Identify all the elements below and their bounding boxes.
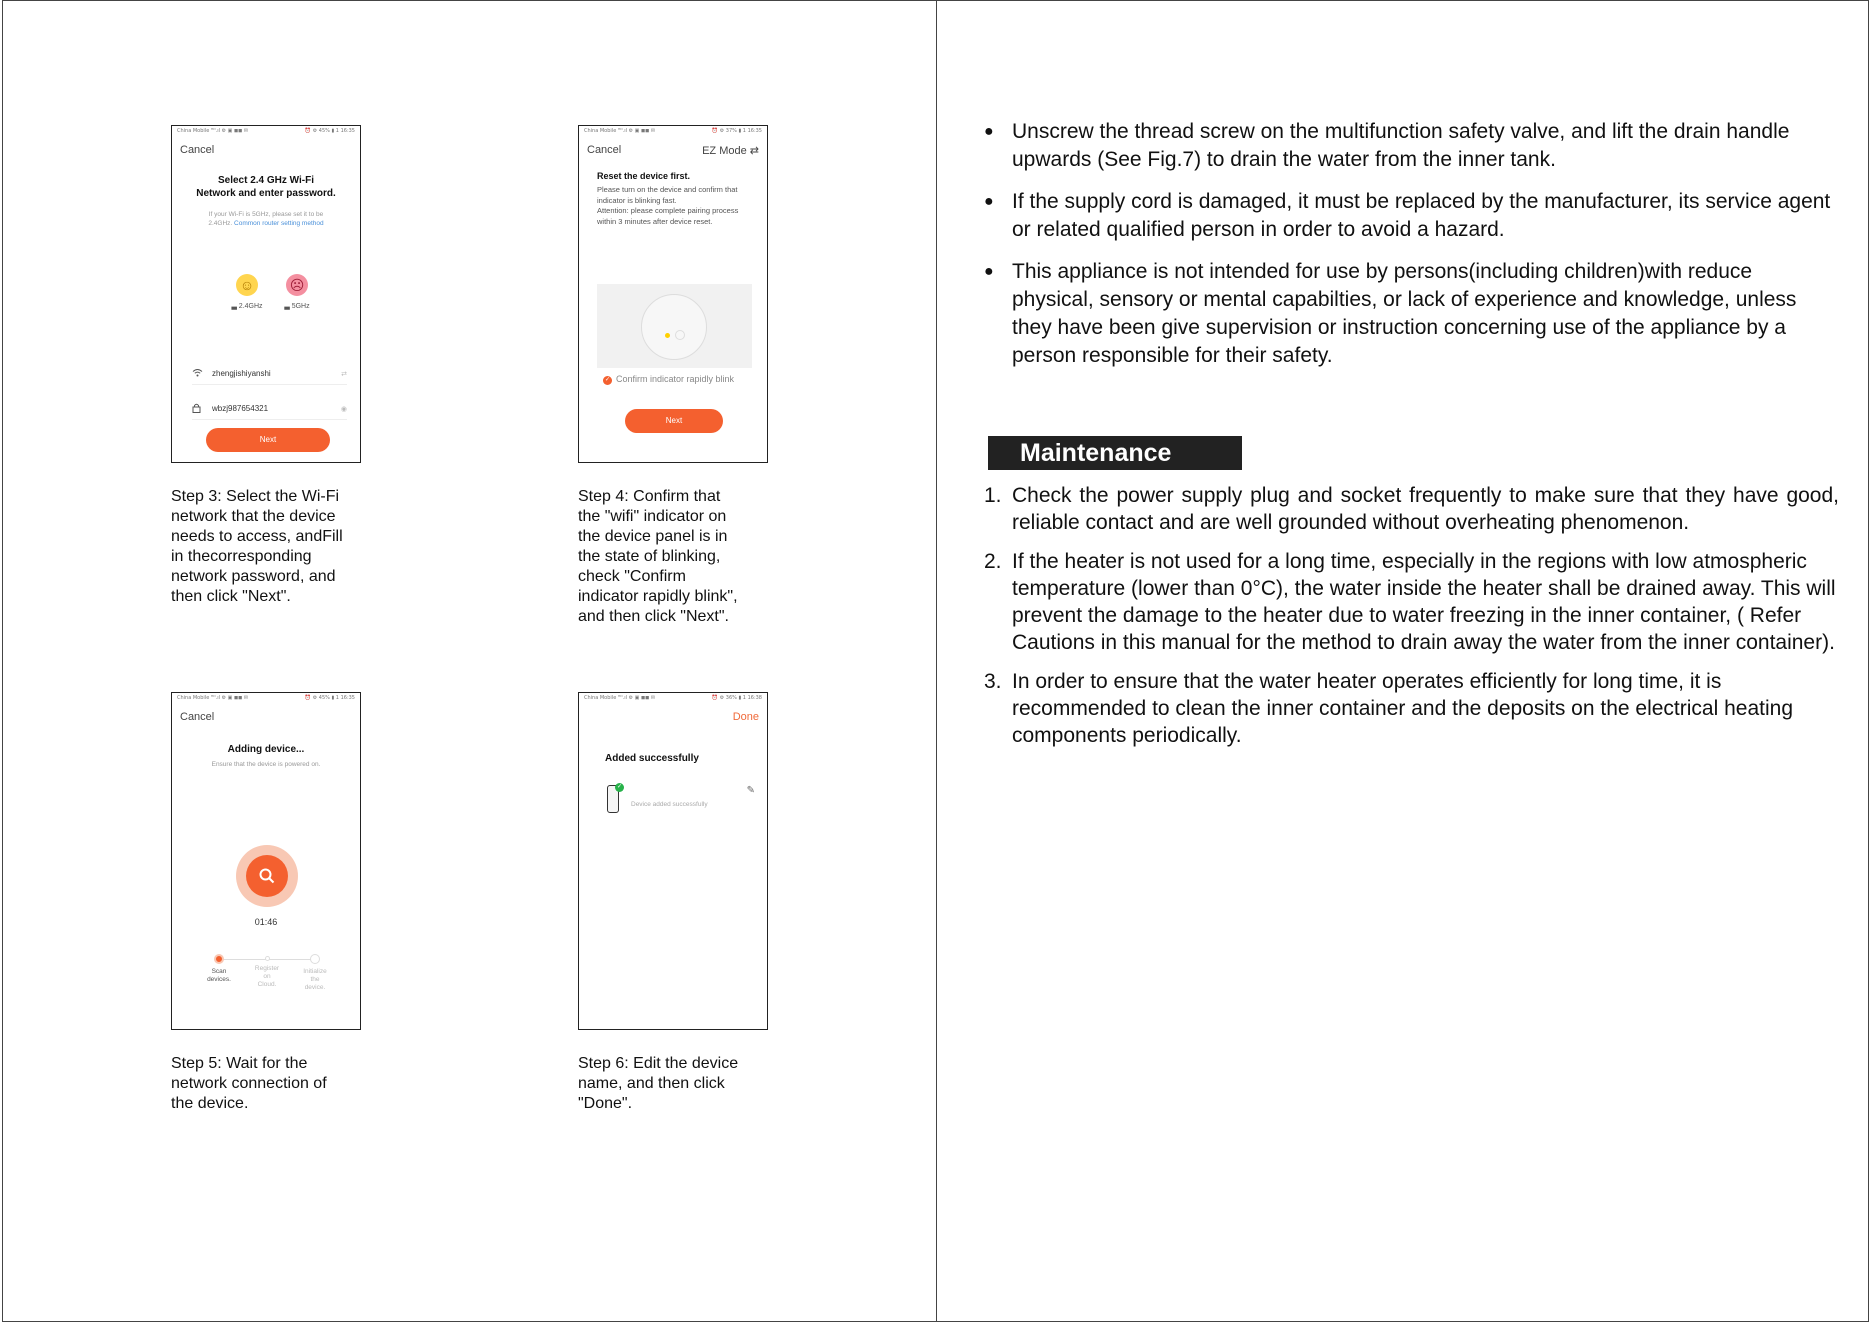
bullet-text: This appliance is not intended for use by persons(including children)with reduce physical, sensory or mental capabilties, or lack of experience and knowledge, unless they have been give supervision or instruction concerning use of the appliance by a person responsible for their safety. xyxy=(1012,260,1797,367)
item-text: In order to ensure that the water heater operates efficiently for long time, it is recommended to clean the inner container and the deposits on the electrical heating components periodically. xyxy=(1012,670,1793,747)
bullet-marker: ● xyxy=(984,193,994,210)
bullet-item xyxy=(984,188,1839,244)
bullet-item xyxy=(984,258,1839,370)
ez-mode-button[interactable]: EZ Mode ⇄ xyxy=(702,145,759,157)
step-label: Register on Cloud. xyxy=(254,965,280,988)
bullet-item xyxy=(984,118,1839,174)
password-value: wbzj987654321 xyxy=(212,404,269,413)
password-field[interactable] xyxy=(192,398,347,420)
done-button[interactable]: Done xyxy=(732,711,759,723)
band-5-label: 5GHz xyxy=(291,303,310,310)
status-bar xyxy=(579,693,767,703)
lock-icon xyxy=(192,403,206,415)
list-item xyxy=(984,482,1839,536)
next-button[interactable]: Next xyxy=(625,409,723,433)
status-left: China Mobile ᴴᴰ.ıl ⚙ ▣ ◼◼ ✉ xyxy=(177,695,249,701)
status-bar xyxy=(172,693,360,703)
caption-step-6: Step 6: Edit the device name, and then click "Done". xyxy=(578,1055,739,1112)
bullet-marker: ● xyxy=(984,263,994,280)
cancel-button[interactable]: Cancel xyxy=(587,144,622,156)
happy-face-icon: ☺ xyxy=(236,274,258,296)
step-dot xyxy=(265,956,270,961)
next-button[interactable]: Next xyxy=(206,428,330,452)
bullet-text: Unscrew the thread screw on the multifunction safety valve, and lift the drain handle upwards (See Fig.7) to drain the water from the inner tank. xyxy=(1012,120,1790,171)
search-icon xyxy=(246,855,288,897)
step-dot xyxy=(214,954,224,964)
device-panel-image xyxy=(641,294,707,360)
item-text: If the heater is not used for a long time, especially in the regions with low atmospheric temperature (lower than 0°C), the water inside the heater shall be drained away. This will prevent the damage to the heater due to water freezing in the inner container, ( Refer Cautions in this manual for the method to drain away the water from the inner container). xyxy=(1012,550,1836,654)
band-label xyxy=(284,302,309,310)
screen-subtitle: Ensure that the device is powered on. xyxy=(211,761,321,768)
page-divider xyxy=(936,0,937,1322)
confirm-label: Confirm indicator rapidly blink xyxy=(616,374,735,384)
maintenance-list xyxy=(984,482,1839,761)
screenshot-adding-device xyxy=(171,692,361,1030)
bullet-marker: ● xyxy=(984,123,994,140)
switch-network-icon[interactable]: ⇄ xyxy=(341,370,347,378)
step-label: Initialize the device. xyxy=(303,968,327,991)
status-bar xyxy=(579,126,767,136)
progress-step-initialize xyxy=(295,954,335,992)
caption-step-4: Step 4: Confirm that the "wifi" indicator on the device panel is in the state of blinking, check "Confirm indicator rapidly blink", and then click "Next". xyxy=(578,488,738,625)
screen-subtitle xyxy=(172,210,360,228)
status-right: ⏰ ⚙ 37% ▮ 1 16:35 xyxy=(711,128,762,134)
countdown-timer: 01:46 xyxy=(254,917,278,927)
progress-step-register xyxy=(247,954,287,989)
show-password-icon[interactable]: ◉ xyxy=(340,405,347,413)
status-left: China Mobile ᴴᴰ.ıl ⚙ ▣ ◼◼ ✉ xyxy=(584,695,656,701)
wifi-icon xyxy=(192,368,206,379)
item-text: Check the power supply plug and socket frequently to make sure that they have good, reliable contact and are well grounded without overheating phenomenon. xyxy=(1012,484,1839,534)
item-number: 1. xyxy=(984,484,1002,507)
cancel-button[interactable]: Cancel xyxy=(180,144,215,156)
screenshot-wifi-setup xyxy=(171,125,361,463)
status-left: China Mobile ᴴᴰ.ıl ⚙ ▣ ◼◼ ✉ xyxy=(584,128,656,134)
screen-title: Added successfully xyxy=(605,753,699,764)
band-label xyxy=(231,302,262,310)
item-number: 2. xyxy=(984,550,1002,573)
band-5ghz xyxy=(277,274,317,310)
item-number: 3. xyxy=(984,670,1002,693)
router-icon: ▃ xyxy=(231,303,237,310)
success-check-icon: ✓ xyxy=(616,784,623,790)
status-right: ⏰ ⚙ 45% ▮ 1 16:35 xyxy=(304,695,355,701)
reset-instructions: Please turn on the device and confirm that indicator is blinking fast. Attention: please complete pairing process within 3 minutes after device reset. xyxy=(597,185,739,226)
device-indicator-illustration xyxy=(597,284,752,368)
status-right: ⏰ ⚙ 45% ▮ 1 16:35 xyxy=(304,128,355,134)
caption-step-3: Step 3: Select the Wi-Fi network that the device needs to access, andFill in thecorresponding network password, and then click "Next". xyxy=(171,488,343,605)
step-dot xyxy=(310,954,320,964)
band-24-label: 2.4GHz xyxy=(238,303,263,310)
panel-button xyxy=(675,330,685,340)
device-status-note: Device added successfully xyxy=(631,801,708,808)
maintenance-heading: Maintenance xyxy=(988,436,1242,470)
confirm-blink-checkbox[interactable] xyxy=(603,374,753,385)
sad-face-icon: ☹ xyxy=(286,274,308,296)
reset-title: Reset the device first. xyxy=(597,171,691,181)
screen-title: Adding device... xyxy=(227,744,305,755)
list-item xyxy=(984,548,1839,656)
scanning-ring xyxy=(236,845,298,907)
bullet-text: If the supply cord is damaged, it must be replaced by the manufacturer, its service agent or related qualified person in order to avoid a hazard. xyxy=(1012,190,1831,241)
router-setting-link[interactable]: Common router setting method xyxy=(234,220,324,227)
band-illustration xyxy=(227,274,317,310)
screenshot-reset-device xyxy=(578,125,768,463)
subtitle-text: If your Wi-Fi is 5GHz, please set it to be 2.4GHz. xyxy=(208,211,324,227)
router-icon: ▃ xyxy=(284,303,290,310)
cancel-button[interactable]: Cancel xyxy=(180,711,215,723)
indicator-light xyxy=(665,333,670,338)
band-2-4ghz xyxy=(227,274,267,310)
caption-step-5: Step 5: Wait for the network connection of the device. xyxy=(171,1055,327,1112)
screenshot-added-successfully xyxy=(578,692,768,1030)
progress-step-scan xyxy=(199,954,239,984)
status-bar xyxy=(172,126,360,136)
device-entry[interactable] xyxy=(607,785,755,815)
status-left: China Mobile ᴴᴰ.ıl ⚙ ▣ ◼◼ ✉ xyxy=(177,128,249,134)
pencil-icon[interactable]: ✎ xyxy=(746,785,755,796)
list-item xyxy=(984,668,1839,749)
wifi-name-field[interactable] xyxy=(192,363,347,385)
step-label: Scan devices. xyxy=(207,968,231,983)
status-right: ⏰ ⚙ 36% ▮ 1 16:38 xyxy=(711,695,762,701)
wifi-name-value: zhengjishiyanshi xyxy=(212,369,271,378)
safety-bullet-list xyxy=(984,118,1839,384)
screen-title: Select 2.4 GHz Wi-Fi Network and enter password. xyxy=(196,175,336,199)
check-icon: ✓ xyxy=(604,377,611,383)
